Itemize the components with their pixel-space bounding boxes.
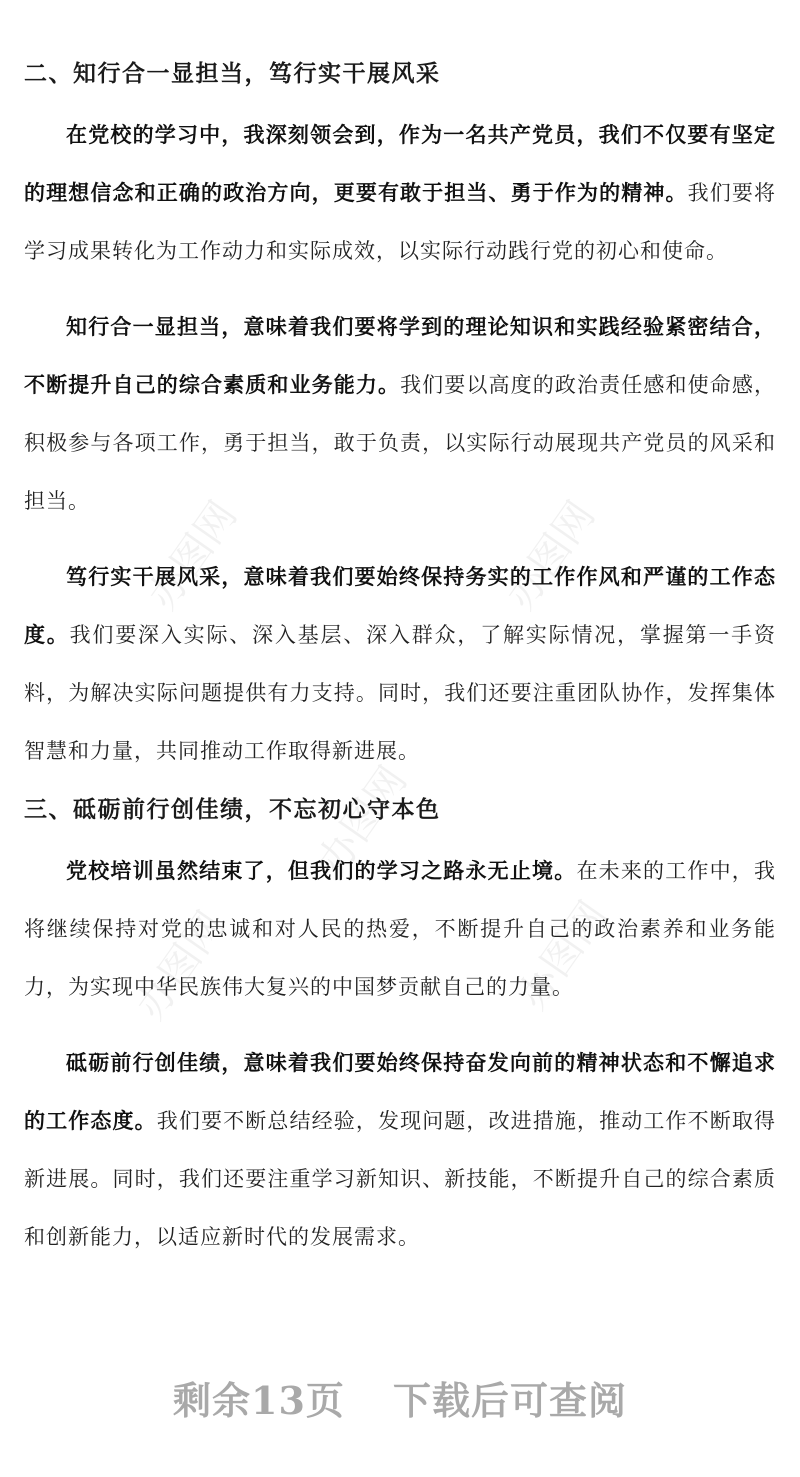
paragraph — [24, 842, 776, 1016]
remaining-pages-label: 剩余13页 — [173, 1378, 345, 1423]
watermark: 办图网 — [497, 493, 605, 618]
paragraph-bold-lead: 砥砺前行创佳绩，意味着我们要始终保持奋发向前的精神状态和不懈追求的工作态度。 — [24, 1051, 776, 1133]
watermark: 办图网 — [127, 903, 235, 1028]
section-heading-3: 三、砥砺前行创佳绩，不忘初心守本色 — [24, 797, 441, 823]
paragraph-bold-lead: 笃行实干展风采，意味着我们要始终保持务实的工作作风和严谨的工作态度。 — [24, 565, 776, 647]
download-to-view-label: 下载后可查阅 — [392, 1378, 627, 1423]
document-body — [24, 50, 776, 1266]
watermark: 办图网 — [139, 493, 247, 618]
paragraph — [24, 106, 776, 280]
paragraph-text: 我们要将学习成果转化为工作动力和实际成效，以实际行动践行党的初心和使命。 — [24, 181, 777, 263]
section-heading-2: 二、知行合一显担当，笃行实干展风采 — [24, 61, 441, 87]
paragraph — [24, 298, 776, 530]
paragraph-bold-lead: 知行合一显担当，意味着我们要将学到的理论知识和实践经验紧密结合，不断提升自己的综合素质和业务能力。 — [24, 315, 776, 397]
watermark: 办图网 — [309, 758, 417, 883]
paragraph-text: 在未来的工作中，我将继续保持对党的忠诚和对人民的热爱，不断提升自己的政治素养和业务能力，为实现中华民族伟大复兴的中国梦贡献自己的力量。 — [24, 859, 777, 999]
paragraph-text: 我们要不断总结经验，发现问题，改进措施，推动工作不断取得新进展。同时，我们还要注重学习新知识、新技能，不断提升自己的综合素质和创新能力，以适应新时代的发展需求。 — [24, 1109, 777, 1249]
download-prompt-banner[interactable] — [0, 1370, 800, 1425]
paragraph — [24, 1034, 776, 1266]
paragraph-bold-lead: 党校培训虽然结束了，但我们的学习之路永无止境。 — [66, 859, 577, 883]
paragraph-text: 我们要以高度的政治责任感和使命感，积极参与各项工作，勇于担当，敢于负责，以实际行动展现共产党员的风采和担当。 — [24, 373, 777, 513]
paragraph — [24, 548, 776, 780]
watermark: 办图网 — [509, 893, 617, 1018]
paragraph-text: 我们要深入实际、深入基层、深入群众，了解实际情况，掌握第一手资料，为解决实际问题提供有力支持。同时，我们还要注重团队协作，发挥集体智慧和力量，共同推动工作取得新进展。 — [24, 623, 776, 763]
paragraph-bold-lead: 在党校的学习中，我深刻领会到，作为一名共产党员，我们不仅要有坚定的理想信念和正确的政治方向，更要有敢于担当、勇于作为的精神。 — [24, 123, 776, 205]
